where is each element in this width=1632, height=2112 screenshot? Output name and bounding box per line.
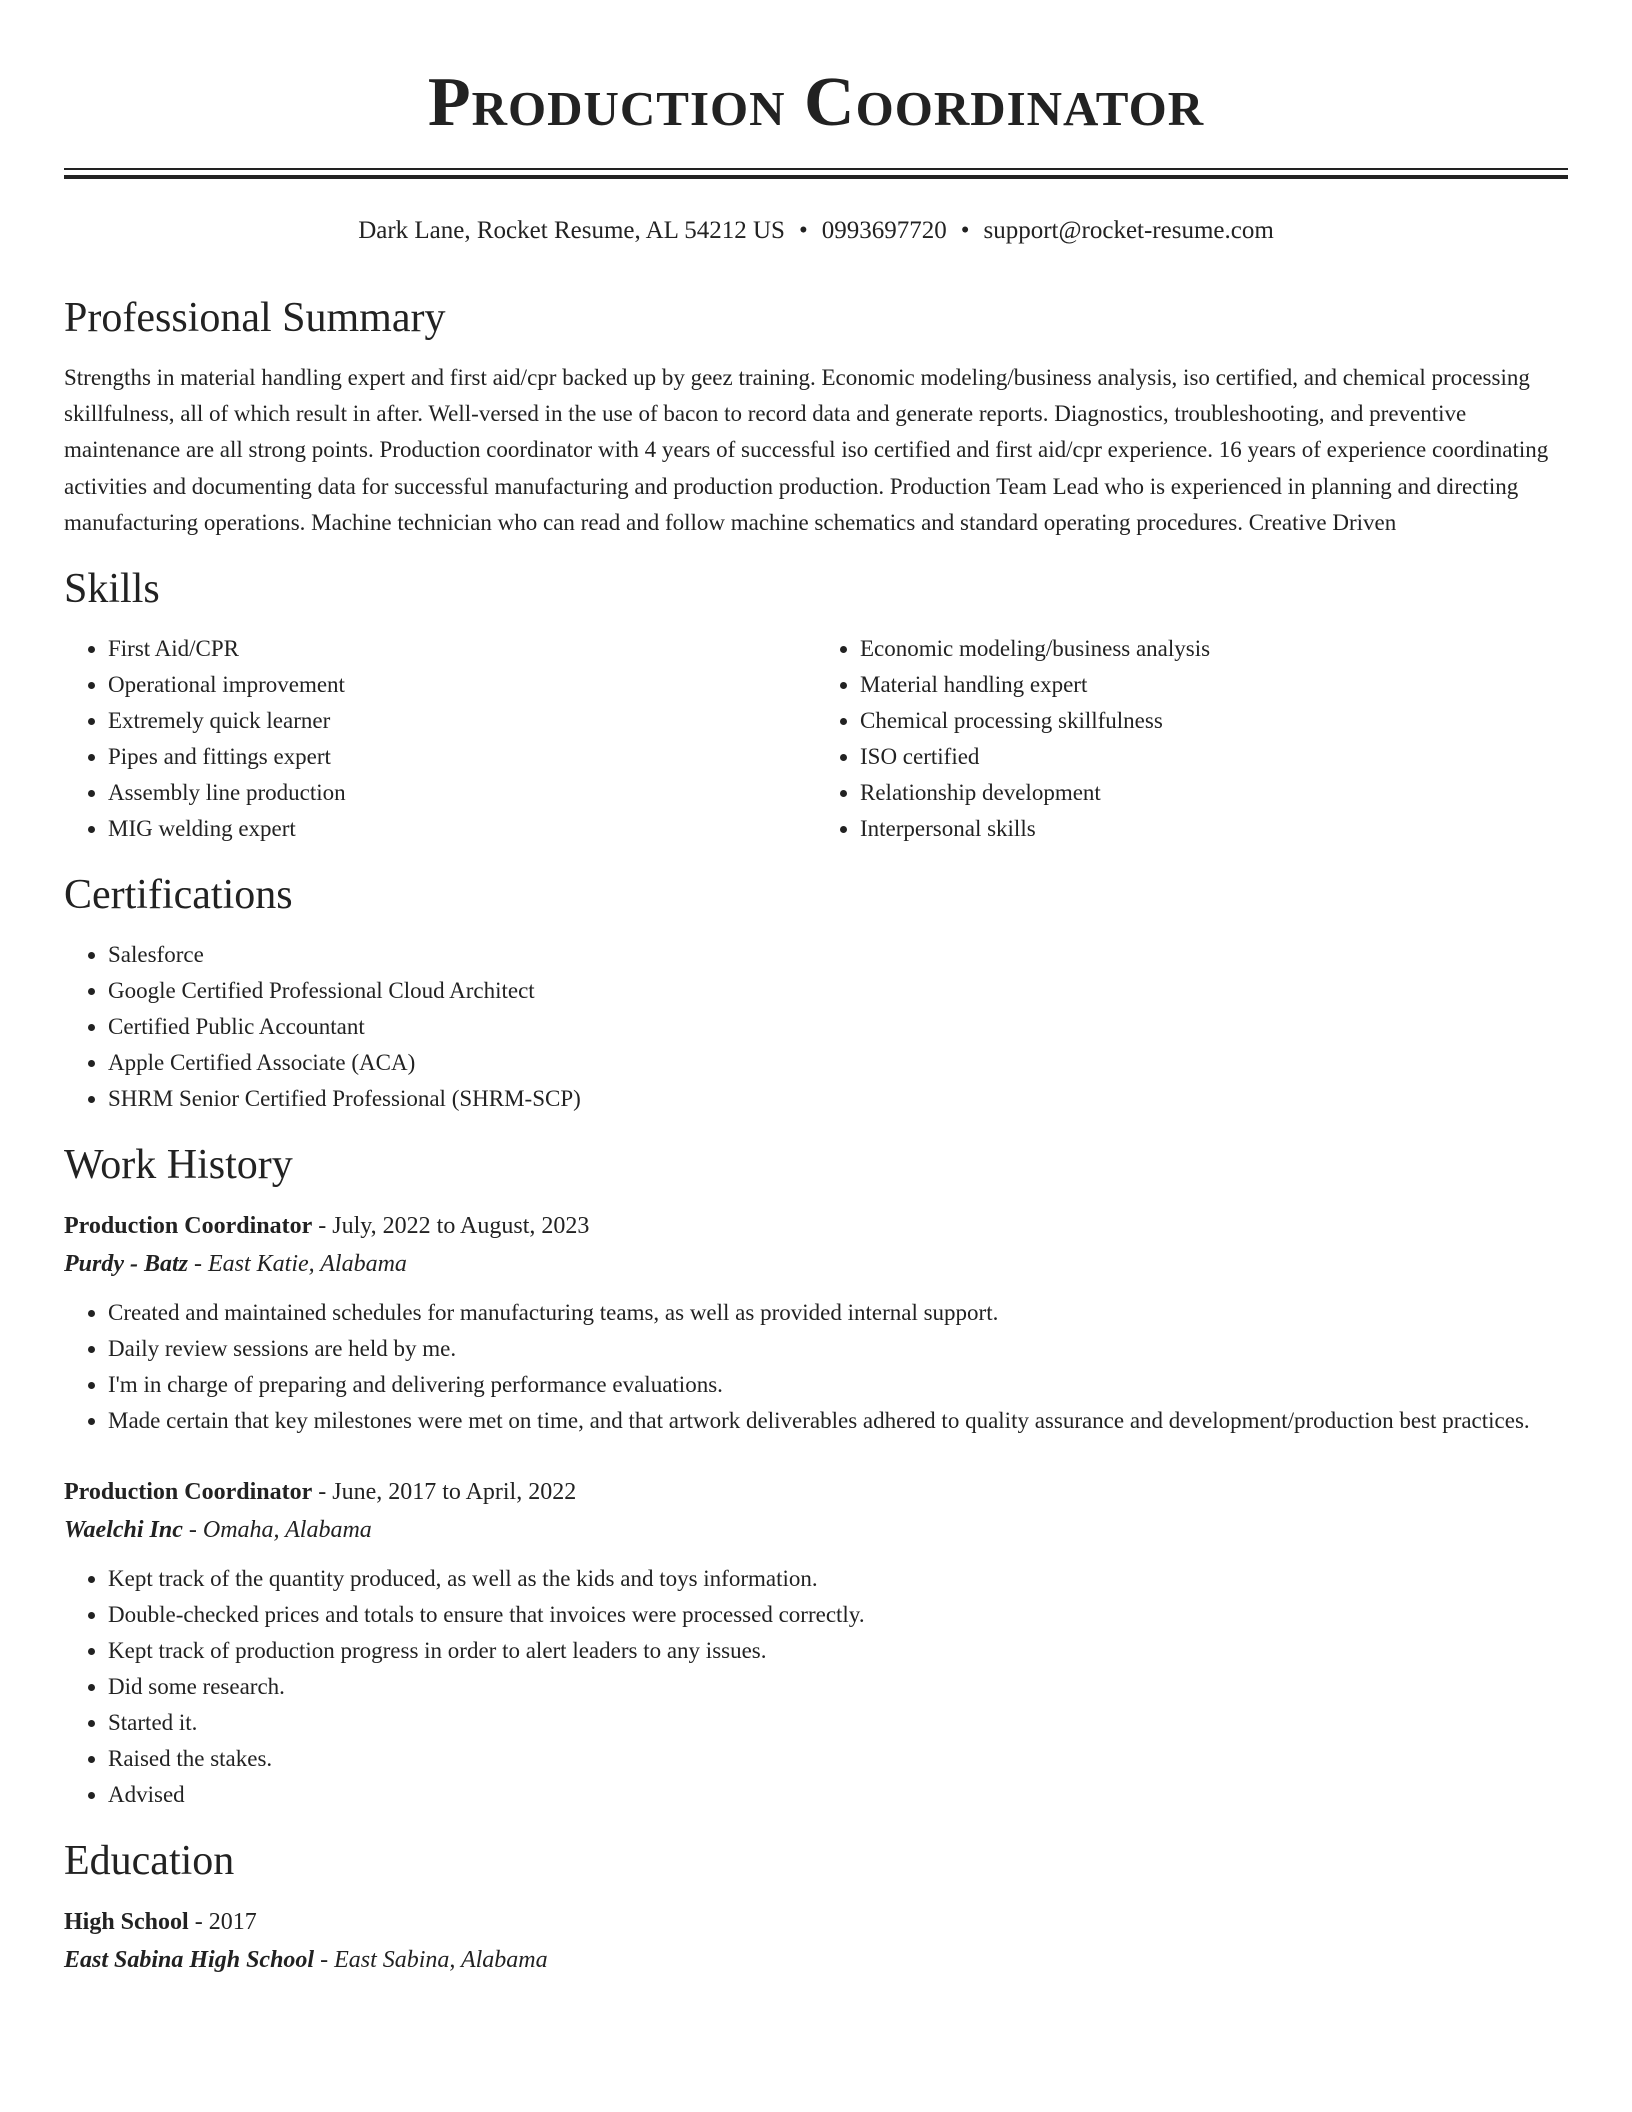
skill-item: • Pipes and fittings expert	[108, 739, 816, 775]
contact-email: support@rocket-resume.com	[983, 217, 1274, 244]
job-dates: - June, 2017 to April, 2022	[312, 1479, 577, 1506]
job-location: - East Katie, Alabama	[188, 1251, 407, 1278]
certification-item: • SHRM Senior Certified Professional (SHRM-SCP)	[108, 1081, 1568, 1117]
header-rule-thick	[64, 175, 1568, 179]
contact-address: Dark Lane, Rocket Resume, AL 54212 US	[358, 217, 785, 244]
education-header	[64, 1903, 1568, 1941]
job-header	[64, 1207, 1568, 1245]
skills-left-list	[64, 631, 816, 847]
job-bullet: • Kept track of the quantity produced, as well as the kids and toys information.	[108, 1561, 1568, 1597]
skills-grid	[64, 631, 1568, 847]
certifications-heading: Certifications	[64, 872, 293, 919]
contact-phone: 0993697720	[821, 217, 947, 244]
skill-item: • MIG welding expert	[108, 811, 816, 847]
summary-heading: Professional Summary	[64, 295, 446, 341]
page-title: Production Coordinator	[427, 64, 1205, 141]
education-location: - East Sabina, Alabama	[314, 1947, 548, 1974]
skill-item: • Operational improvement	[108, 667, 816, 703]
certification-item: • Apple Certified Associate (ACA)	[108, 1045, 1568, 1081]
certifications-list	[64, 937, 1568, 1117]
skill-item: • Assembly line production	[108, 775, 816, 811]
job-bullet: • Did some research.	[108, 1669, 1568, 1705]
education-degree: High School	[64, 1909, 189, 1936]
job-company-line	[64, 1245, 1568, 1283]
work-history-heading: Work History	[64, 1142, 293, 1189]
education-school: East Sabina High School	[64, 1947, 315, 1974]
education-school-line	[64, 1941, 1568, 1979]
skill-item: • Relationship development	[860, 775, 1568, 811]
job-company: Purdy - Batz	[64, 1251, 189, 1278]
education-year: - 2017	[188, 1909, 257, 1936]
skill-item: • Material handling expert	[860, 667, 1568, 703]
certification-item: • Google Certified Professional Cloud Architect	[108, 973, 1568, 1009]
header-rule-thin	[64, 168, 1568, 170]
skill-item: • Economic modeling/business analysis	[860, 631, 1568, 667]
job-bullet: • Daily review sessions are held by me.	[108, 1331, 1568, 1367]
skills-heading: Skills	[64, 566, 160, 613]
job-bullet: • Kept track of production progress in order to alert leaders to any issues.	[108, 1633, 1568, 1669]
skill-item: • Interpersonal skills	[860, 811, 1568, 847]
skills-right-list	[816, 631, 1568, 847]
job-location: - Omaha, Alabama	[182, 1517, 372, 1544]
job-bullet: • Made certain that key milestones were met on time, and that artwork deliverables adhered to quality assurance and development/production best practices.	[108, 1403, 1568, 1439]
job-bullet: • Double-checked prices and totals to ensure that invoices were processed correctly.	[108, 1597, 1568, 1633]
contact-separator: •	[798, 217, 808, 244]
job-bullet: • Created and maintained schedules for manufacturing teams, as well as provided internal support.	[108, 1295, 1568, 1331]
job-title: Production Coordinator	[64, 1479, 313, 1506]
job-bullet: • Raised the stakes.	[108, 1741, 1568, 1777]
job-company-line	[64, 1511, 1568, 1549]
skill-item: • First Aid/CPR	[108, 631, 816, 667]
job-header	[64, 1473, 1568, 1511]
job-company: Waelchi Inc	[64, 1517, 183, 1544]
certification-item: • Certified Public Accountant	[108, 1009, 1568, 1045]
contact-separator: •	[960, 217, 970, 244]
job-dates: - July, 2022 to August, 2023	[312, 1213, 590, 1240]
job-bullet: • Started it.	[108, 1705, 1568, 1741]
certification-item: • Salesforce	[108, 937, 1568, 973]
job-bullet: • I'm in charge of preparing and delivering performance evaluations.	[108, 1367, 1568, 1403]
summary-text: Strengths in material handling expert and first aid/cpr backed up by geez training. Economic modeling/business analysis, iso certified, and chemical processing skillfulness, all of which result in after. Well-versed in the use of bacon to record data and generate reports. Diagnostics, troubleshooting, and preventive maintenance are all strong points. Production coordinator with 4 years of successful iso certified and first aid/cpr experience. 16 years of experience coordinating activities and documenting data for successful manufacturing and production production. Production Team Lead who is experienced in planning and directing manufacturing operations. Machine technician who can read and follow machine schematics and standard operating procedures. Creative Driven	[64, 365, 1549, 535]
job-bullets	[64, 1561, 1568, 1813]
skill-item: • Chemical processing skillfulness	[860, 703, 1568, 739]
education-heading: Education	[64, 1838, 235, 1885]
skill-item: • ISO certified	[860, 739, 1568, 775]
resume-content	[64, 290, 1568, 1991]
skill-item: • Extremely quick learner	[108, 703, 816, 739]
job-bullets	[64, 1295, 1568, 1439]
job-title: Production Coordinator	[64, 1213, 313, 1240]
job-bullet: • Advised	[108, 1777, 1568, 1813]
contact-line	[0, 214, 1632, 248]
